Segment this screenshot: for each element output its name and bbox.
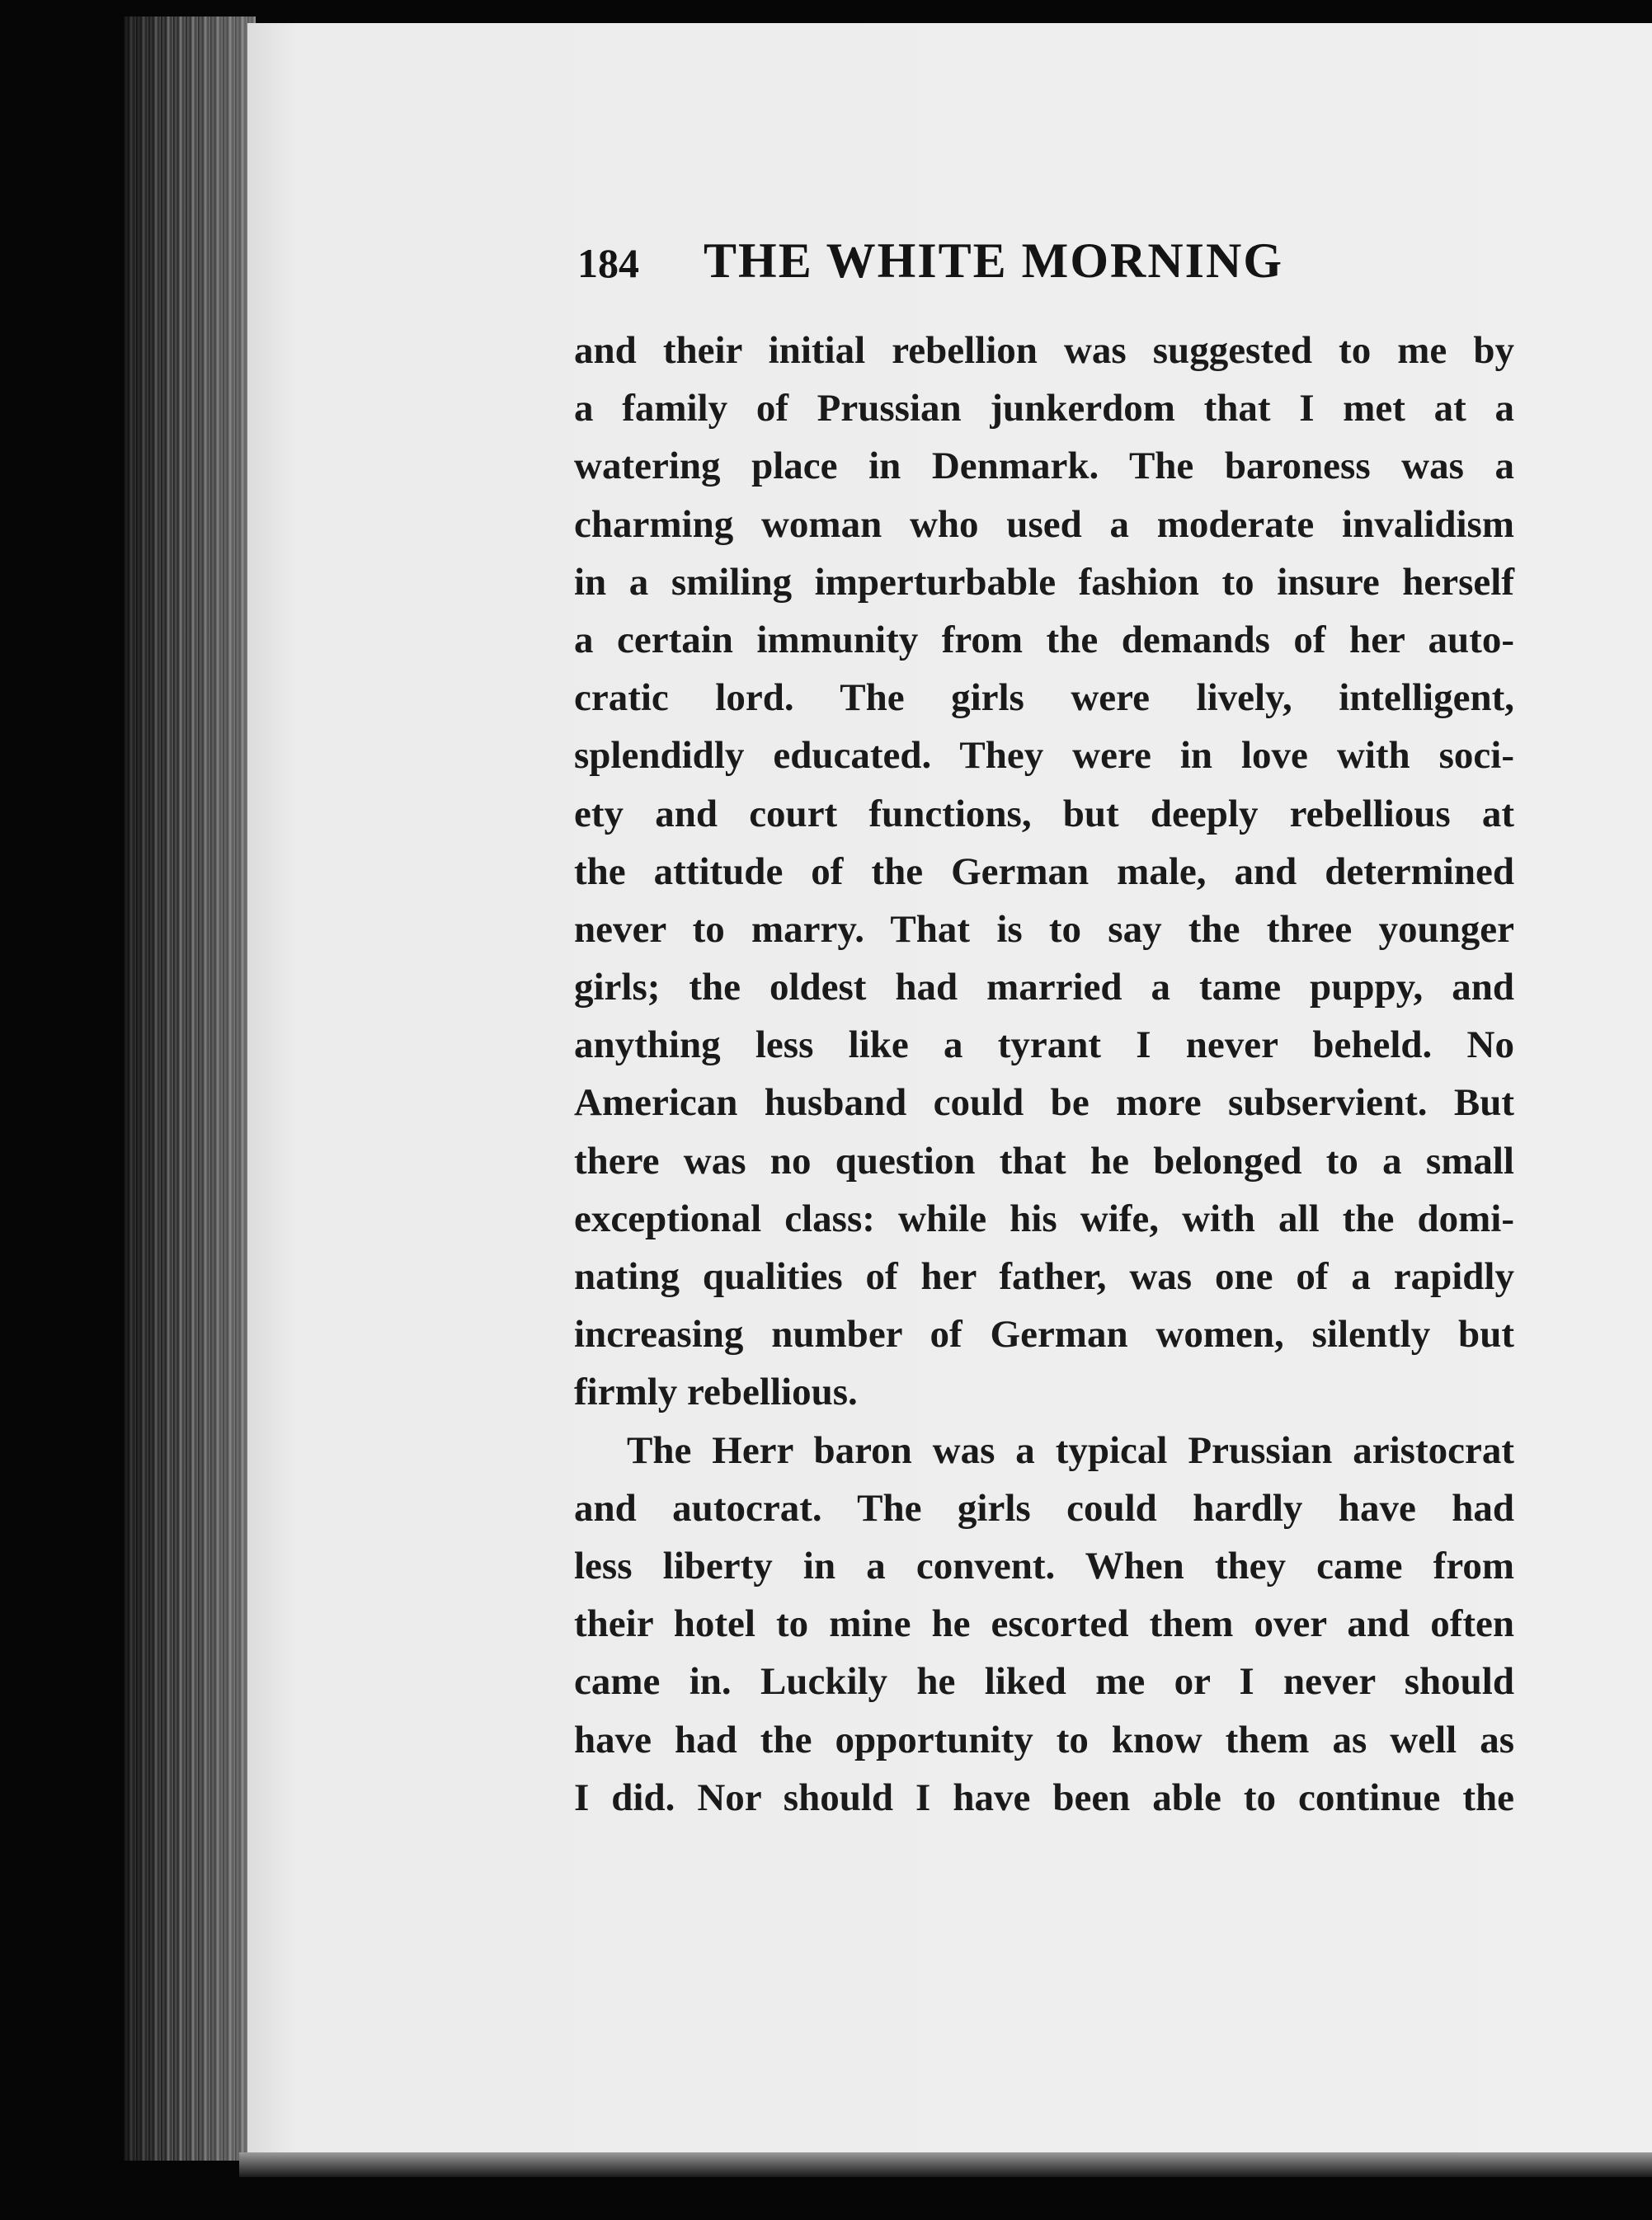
paragraph-start-line: The Herr baron was a typical Prussian aristocrat (627, 1428, 1514, 1472)
book-page-edges (124, 16, 256, 2161)
text-line: never to marry. That is to say the three younger (574, 907, 1514, 951)
page-bottom-shadow (239, 2152, 1652, 2177)
text-line: increasing number of German women, silently but (574, 1313, 1514, 1357)
text-line: firmly rebellious. (574, 1371, 858, 1414)
text-line: less liberty in a convent. When they came from (574, 1544, 1514, 1587)
text-line: anything less like a tyrant I never beheld. No (574, 1023, 1514, 1067)
text-line: have had the opportunity to know them as well as (574, 1718, 1514, 1761)
body-text (574, 322, 1514, 1827)
text-line: a family of Prussian junkerdom that I met at a (574, 387, 1514, 430)
text-line: and their initial rebellion was suggested to me by (574, 329, 1514, 372)
text-line: in a smiling imperturbable fashion to insure herself (574, 560, 1514, 604)
text-line: splendidly educated. They were in love with soci- (574, 734, 1514, 778)
text-line: girls; the oldest had married a tame puppy, and (574, 966, 1514, 1009)
text-line: ety and court functions, but deeply rebellious at (574, 792, 1514, 835)
text-line: exceptional class: while his wife, with all the domi- (574, 1197, 1514, 1240)
text-line: came in. Luckily he liked me or I never should (574, 1660, 1514, 1704)
text-line: American husband could be more subservient. But (574, 1081, 1514, 1125)
text-line: and autocrat. The girls could hardly have had (574, 1486, 1514, 1530)
text-line: cratic lord. The girls were lively, intelligent, (574, 676, 1514, 720)
text-line: I did. Nor should I have been able to continue the (574, 1776, 1514, 1819)
text-line: their hotel to mine he escorted them over and often (574, 1602, 1514, 1646)
text-line: charming woman who used a moderate invalidism (574, 502, 1514, 546)
text-line: watering place in Denmark. The baroness was a (574, 444, 1514, 488)
text-line: a certain immunity from the demands of her auto- (574, 618, 1514, 661)
text-line: the attitude of the German male, and determined (574, 849, 1514, 893)
text-line: there was no question that he belonged to a small (574, 1139, 1514, 1183)
page-number: 184 (577, 240, 639, 286)
book-title: THE WHITE MORNING (704, 233, 1283, 288)
text-line: nating qualities of her father, was one of a rapidly (574, 1255, 1514, 1298)
running-head (577, 233, 1386, 299)
